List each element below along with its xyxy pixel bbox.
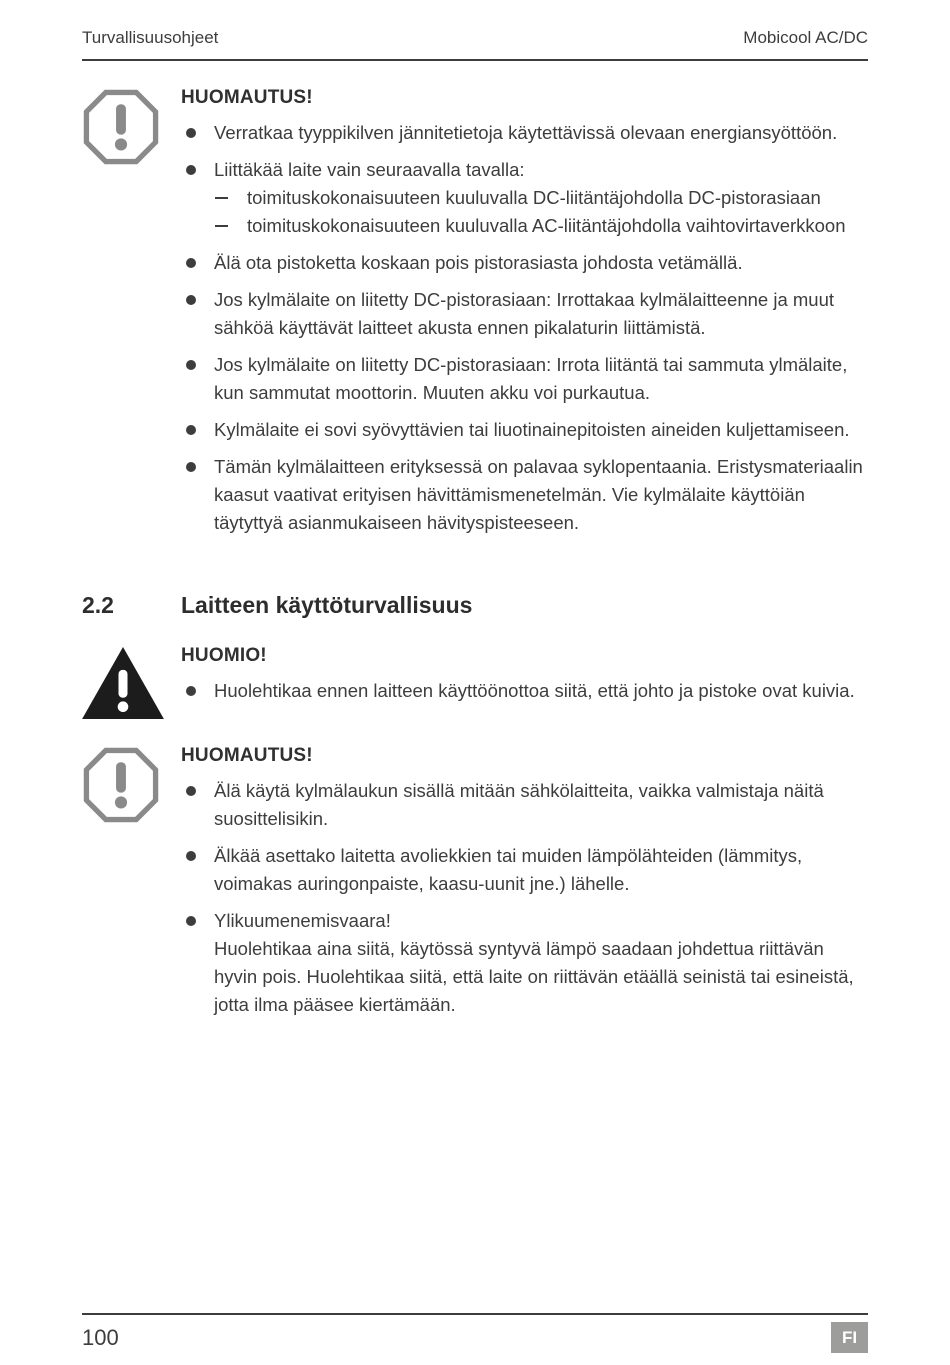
dash-text: toimituskokonaisuuteen kuuluvalla AC-liitäntäjohdolla vaihtovirtaverkkoon xyxy=(247,215,846,236)
octagon-exclamation-icon xyxy=(83,747,159,823)
bullet-list xyxy=(181,119,868,537)
notice-icon-column xyxy=(82,645,181,719)
notice-block-1 xyxy=(82,87,868,546)
notice-title: HUOMAUTUS! xyxy=(181,87,313,108)
page-header xyxy=(82,28,868,61)
bullet-text: Jos kylmälaite on liitetty DC-pistorasiaan: Irrota liitäntä tai sammuta ylmälaite, kun sammutat moottorin. Muuten akku voi purkautua. xyxy=(214,354,848,403)
bullet-text-line2: Huolehtikaa aina siitä, käytössä syntyvä lämpö saadaan johdettua riittävän hyvin pois. Huolehtikaa siitä, että laite on riittävän etäällä seinistä tai esineistä, jotta ilma pääsee kiertämään. xyxy=(214,938,854,1015)
notice-body xyxy=(181,745,868,1028)
bullet-item xyxy=(181,907,868,1019)
bullet-item xyxy=(181,249,868,277)
warning-triangle-icon xyxy=(82,647,164,719)
section-number: 2.2 xyxy=(82,592,114,618)
section-heading xyxy=(82,592,868,619)
notice-block-2 xyxy=(82,645,868,719)
bullet-item xyxy=(181,777,868,833)
bullet-text: Tämän kylmälaitteen erityksessä on palavaa syklopentaania. Eristysmateriaalin kaasut vaativat erityisen hävittämismenetelmän. Vie kylmälaite käyttöiän täytyttyä asianmukaiseen hävityspisteeseen. xyxy=(214,456,863,533)
octagon-exclamation-icon xyxy=(83,89,159,165)
bullet-item xyxy=(181,119,868,147)
bullet-list xyxy=(181,777,868,1019)
bullet-text: Verratkaa tyyppikilven jännitetietoja käytettävissä olevaan energiansyöttöön. xyxy=(214,122,838,143)
language-badge: FI xyxy=(831,1322,868,1353)
header-product-name: Mobicool AC/DC xyxy=(743,28,868,47)
bullet-item xyxy=(181,351,868,407)
notice-body xyxy=(181,645,868,714)
dash-text: toimituskokonaisuuteen kuuluvalla DC-liitäntäjohdolla DC-pistorasiaan xyxy=(247,187,821,208)
dash-item xyxy=(214,212,868,240)
bullet-text: Älä ota pistoketta koskaan pois pistorasiasta johdosta vetämällä. xyxy=(214,252,743,273)
dash-item xyxy=(214,184,868,212)
bullet-item xyxy=(181,677,868,705)
bullet-item xyxy=(181,156,868,240)
notice-title: HUOMIO! xyxy=(181,645,267,666)
notice-icon-column xyxy=(82,745,181,823)
bullet-text: Älkää asettako laitetta avoliekkien tai muiden lämpölähteiden (lämmitys, voimakas auringonpaiste, kaasu-uunit jne.) lähelle. xyxy=(214,845,803,894)
bullet-text: Liittäkää laite vain seuraavalla tavalla: xyxy=(214,159,525,180)
bullet-item xyxy=(181,416,868,444)
bullet-text: Jos kylmälaite on liitetty DC-pistorasiaan: Irrottakaa kylmälaitteenne ja muut sähköä käyttävät laitteet akusta ennen pikalaturin liittämistä. xyxy=(214,289,835,338)
page-footer xyxy=(82,1313,868,1353)
notice-title: HUOMAUTUS! xyxy=(181,745,313,766)
bullet-item xyxy=(181,286,868,342)
bullet-list xyxy=(181,677,868,705)
section-title: Laitteen käyttöturvallisuus xyxy=(181,592,473,618)
bullet-text: Huolehtikaa ennen laitteen käyttöönottoa siitä, että johto ja pistoke ovat kuivia. xyxy=(214,680,855,701)
bullet-text-line1: Ylikuumenemisvaara! xyxy=(214,910,391,931)
page-number: 100 xyxy=(82,1324,119,1350)
notice-body xyxy=(181,87,868,546)
notice-block-3 xyxy=(82,745,868,1028)
bullet-item xyxy=(181,453,868,537)
notice-icon-column xyxy=(82,87,181,165)
dash-sublist xyxy=(214,184,868,240)
bullet-item xyxy=(181,842,868,898)
bullet-text: Älä käytä kylmälaukun sisällä mitään sähkölaitteita, vaikka valmistaja näitä suosittelisikin. xyxy=(214,780,824,829)
bullet-text: Kylmälaite ei sovi syövyttävien tai liuotinainepitoisten aineiden kuljettamiseen. xyxy=(214,419,850,440)
header-section-title: Turvallisuusohjeet xyxy=(82,28,219,47)
